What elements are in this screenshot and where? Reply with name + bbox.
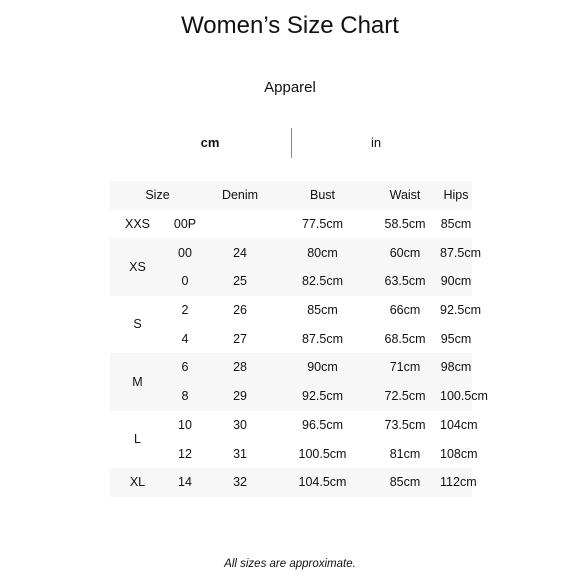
header-size: Size xyxy=(145,188,170,203)
size-label: XS xyxy=(110,238,165,295)
denim-size: 31 xyxy=(233,446,247,461)
waist-value: 58.5cm xyxy=(384,217,426,232)
bust-value: 100.5cm xyxy=(298,446,347,461)
waist-value: 66cm xyxy=(389,303,421,318)
table-row xyxy=(110,382,472,411)
hips-value: 98cm xyxy=(440,353,472,382)
bust-value: 82.5cm xyxy=(275,267,370,296)
hips-value: 87.5cm xyxy=(440,238,472,267)
hips-value: 92.5cm xyxy=(440,303,482,318)
waist-value: 85cm xyxy=(370,468,440,497)
footnote: All sizes are approximate. xyxy=(224,558,356,570)
table-row xyxy=(110,439,472,468)
hips-value: 112cm xyxy=(440,468,472,497)
size-table xyxy=(110,181,488,497)
bust-value: 80cm xyxy=(275,238,370,267)
table-row xyxy=(110,411,472,440)
table-body xyxy=(110,210,488,497)
header-waist: Waist xyxy=(389,188,421,203)
header-denim: Denim xyxy=(221,188,259,203)
size-label: XXS xyxy=(124,217,150,232)
waist-value: 73.5cm xyxy=(384,417,426,432)
numeric-size: 10 xyxy=(178,417,192,432)
bust-value: 96.5cm xyxy=(302,417,344,432)
header-hips: Hips xyxy=(443,188,469,203)
waist-value: 63.5cm xyxy=(370,267,440,296)
denim-size: 28 xyxy=(205,353,275,382)
page-title: Women’s Size Chart xyxy=(181,12,399,39)
waist-value: 81cm xyxy=(389,446,421,461)
denim-size: 24 xyxy=(205,238,275,267)
denim-size: 29 xyxy=(205,382,275,411)
waist-value: 68.5cm xyxy=(384,331,426,346)
unit-in-button[interactable]: in xyxy=(356,128,396,158)
bust-value: 77.5cm xyxy=(302,217,344,232)
unit-toggle xyxy=(110,128,472,158)
denim-size: 27 xyxy=(233,331,247,346)
bust-value: 85cm xyxy=(307,303,338,318)
size-label: L xyxy=(134,432,141,447)
unit-divider xyxy=(291,128,292,158)
header-bust: Bust xyxy=(310,188,336,203)
bust-value: 92.5cm xyxy=(275,382,370,411)
unit-cm-button[interactable]: cm xyxy=(190,128,230,158)
numeric-size: 00P xyxy=(173,217,197,232)
table-row xyxy=(110,267,472,296)
waist-value: 72.5cm xyxy=(370,382,440,411)
hips-value: 95cm xyxy=(440,331,472,346)
denim-size: 30 xyxy=(233,417,247,432)
bust-value: 90cm xyxy=(275,353,370,382)
table-row xyxy=(110,296,472,325)
waist-value: 71cm xyxy=(370,353,440,382)
denim-size: 26 xyxy=(233,303,247,318)
numeric-size: 00 xyxy=(165,238,205,267)
table-row xyxy=(110,210,472,239)
size-label: XL xyxy=(110,468,165,497)
numeric-size: 2 xyxy=(181,303,189,318)
numeric-size: 0 xyxy=(165,267,205,296)
numeric-size: 8 xyxy=(165,382,205,411)
hips-value: 100.5cm xyxy=(440,382,472,411)
table-row xyxy=(110,324,472,353)
hips-value: 90cm xyxy=(440,267,472,296)
size-label: S xyxy=(133,317,142,332)
hips-value: 85cm xyxy=(440,217,472,232)
table-row xyxy=(110,238,472,267)
waist-value: 60cm xyxy=(370,238,440,267)
bust-value: 87.5cm xyxy=(302,331,344,346)
numeric-size: 12 xyxy=(178,446,192,461)
header-row xyxy=(110,181,472,210)
table-header xyxy=(110,181,472,210)
size-label: M xyxy=(110,353,165,410)
numeric-size: 4 xyxy=(181,331,189,346)
numeric-size: 6 xyxy=(165,353,205,382)
hips-value: 104cm xyxy=(440,417,478,432)
denim-size: 32 xyxy=(205,468,275,497)
bust-value: 104.5cm xyxy=(275,468,370,497)
numeric-size: 14 xyxy=(165,468,205,497)
table-row xyxy=(110,353,472,382)
category-label: Apparel xyxy=(264,79,316,96)
hips-value: 108cm xyxy=(440,446,478,461)
denim-size: 25 xyxy=(205,267,275,296)
denim-size xyxy=(205,210,275,239)
table-row xyxy=(110,468,472,497)
